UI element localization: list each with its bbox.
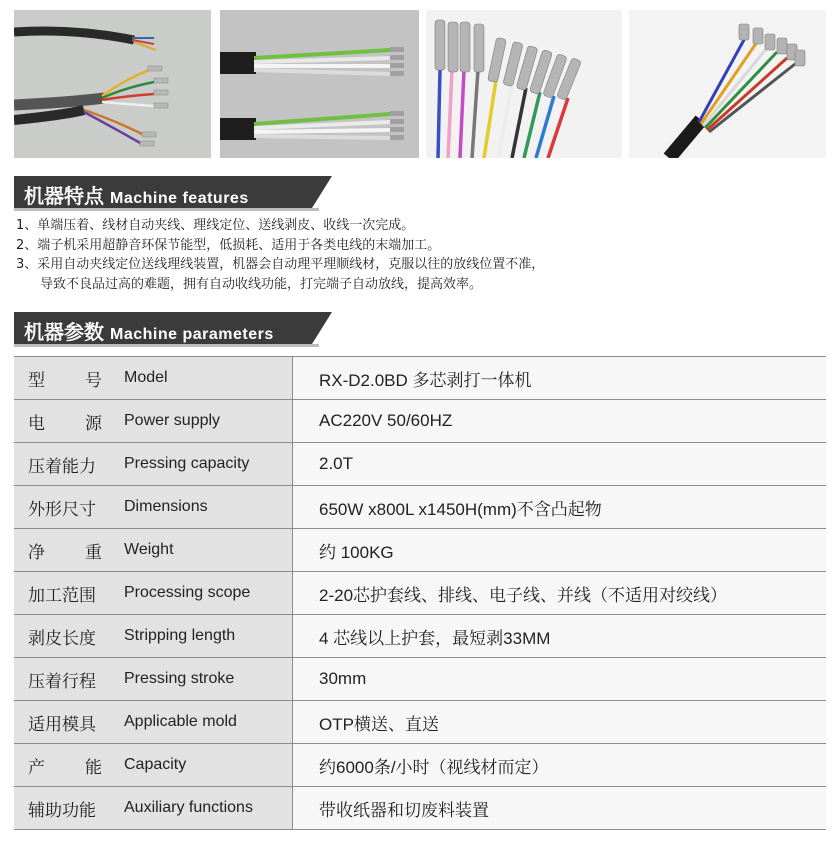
param-label-zh <box>14 529 124 572</box>
param-label-en: Processing scope <box>124 572 293 615</box>
param-value: OTP横送、直送 <box>293 701 827 744</box>
param-label-zh-text: 外形尺寸 <box>28 499 96 520</box>
table-row <box>14 443 826 486</box>
sample-photo-multicore-cable <box>629 10 826 158</box>
param-label-zh-spread <box>28 409 102 434</box>
table-row <box>14 701 826 744</box>
param-label-zh <box>14 443 124 486</box>
param-label-zh <box>14 658 124 701</box>
param-label-en: Capacity <box>124 744 293 787</box>
feature-item-2: 2、端子机采用超静音环保节能型，低损耗、适用于各类电线的末端加工。 <box>16 237 441 253</box>
param-value: 30mm <box>293 658 827 701</box>
table-row <box>14 658 826 701</box>
param-label-zh <box>14 486 124 529</box>
param-label-en: Model <box>124 357 293 400</box>
features-title <box>24 180 249 209</box>
param-label-zh-char: 号 <box>85 370 102 391</box>
sample-photo-stripped-cables <box>220 10 419 158</box>
table-row <box>14 400 826 443</box>
param-label-en: Stripping length <box>124 615 293 658</box>
param-label-zh-text: 压着能力 <box>28 456 96 477</box>
param-label-zh-char: 能 <box>85 757 102 778</box>
param-label-zh <box>14 357 124 400</box>
table-row <box>14 486 826 529</box>
feature-item-3: 3、采用自动夹线定位送线理线装置，机器会自动理平理顺线材，克服以往的放线位置不准， <box>16 257 545 272</box>
param-label-zh <box>14 787 124 830</box>
param-label-en: Pressing stroke <box>124 658 293 701</box>
param-value: RX-D2.0BD 多芯剥打一体机 <box>293 357 827 400</box>
param-value: AC220V 50/60HZ <box>293 400 827 443</box>
params-section-header <box>14 312 344 352</box>
parameters-table <box>14 356 826 830</box>
table-row <box>14 744 826 787</box>
param-label-en: Dimensions <box>124 486 293 529</box>
table-row <box>14 615 826 658</box>
param-value: 约6000条/小时（视线材而定） <box>293 744 827 787</box>
param-label-zh-text: 剥皮长度 <box>28 628 96 649</box>
params-title-zh: 机器参数 <box>24 320 104 344</box>
param-label-en: Power supply <box>124 400 293 443</box>
param-label-zh-spread <box>28 538 102 563</box>
header-tip <box>312 176 332 208</box>
features-list <box>16 216 826 294</box>
params-title <box>24 316 274 345</box>
param-label-zh-char: 重 <box>85 542 102 563</box>
param-label-zh-char: 源 <box>85 413 102 434</box>
features-section-header <box>14 176 344 216</box>
feature-item-1: 1、单端压着、线材自动夹线、理线定位、送线剥皮、收线一次完成。 <box>16 218 415 233</box>
param-label-en: Applicable mold <box>124 701 293 744</box>
features-title-en: Machine features <box>110 190 249 207</box>
param-label-en: Weight <box>124 529 293 572</box>
photo-strip <box>14 10 826 158</box>
param-label-zh <box>14 615 124 658</box>
param-value: 4 芯线以上护套，最短剥33MM <box>293 615 827 658</box>
param-value: 约 100KG <box>293 529 827 572</box>
parameters-table-body <box>14 357 826 830</box>
features-title-zh: 机器特点 <box>24 184 104 208</box>
param-label-zh-char: 净 <box>28 542 45 563</box>
table-row <box>14 787 826 830</box>
sample-photo-crimped-terminals <box>426 10 622 158</box>
param-label-en: Pressing capacity <box>124 443 293 486</box>
param-value: 2-20芯护套线、排线、电子线、并线（不适用对绞线） <box>293 572 827 615</box>
param-label-zh <box>14 701 124 744</box>
param-value: 带收纸器和切废料装置 <box>293 787 827 830</box>
header-tip <box>312 312 332 344</box>
param-label-zh-text: 加工范围 <box>28 585 96 606</box>
param-label-zh-char: 电 <box>28 413 45 434</box>
param-label-zh-text: 压着行程 <box>28 671 96 692</box>
param-label-zh-spread <box>28 753 102 778</box>
table-row <box>14 357 826 400</box>
table-row <box>14 572 826 615</box>
param-label-zh-spread <box>28 366 102 391</box>
param-label-zh-text: 辅助功能 <box>28 800 96 821</box>
param-label-zh-char: 型 <box>28 370 45 391</box>
param-value: 650W x800L x1450H(mm)不含凸起物 <box>293 486 827 529</box>
param-label-en: Auxiliary functions <box>124 787 293 830</box>
params-title-en: Machine parameters <box>110 326 274 343</box>
sample-photo-wire-bundle <box>14 10 211 158</box>
param-label-zh <box>14 572 124 615</box>
param-label-zh-text: 适用模具 <box>28 714 96 735</box>
param-label-zh-char: 产 <box>28 757 45 778</box>
param-label-zh <box>14 744 124 787</box>
param-label-zh <box>14 400 124 443</box>
param-value: 2.0T <box>293 443 827 486</box>
table-row <box>14 529 826 572</box>
feature-item-3-continued: 导致不良品过高的难题，拥有自动收线功能，打完端子自动放线，提高效率。 <box>40 276 483 292</box>
